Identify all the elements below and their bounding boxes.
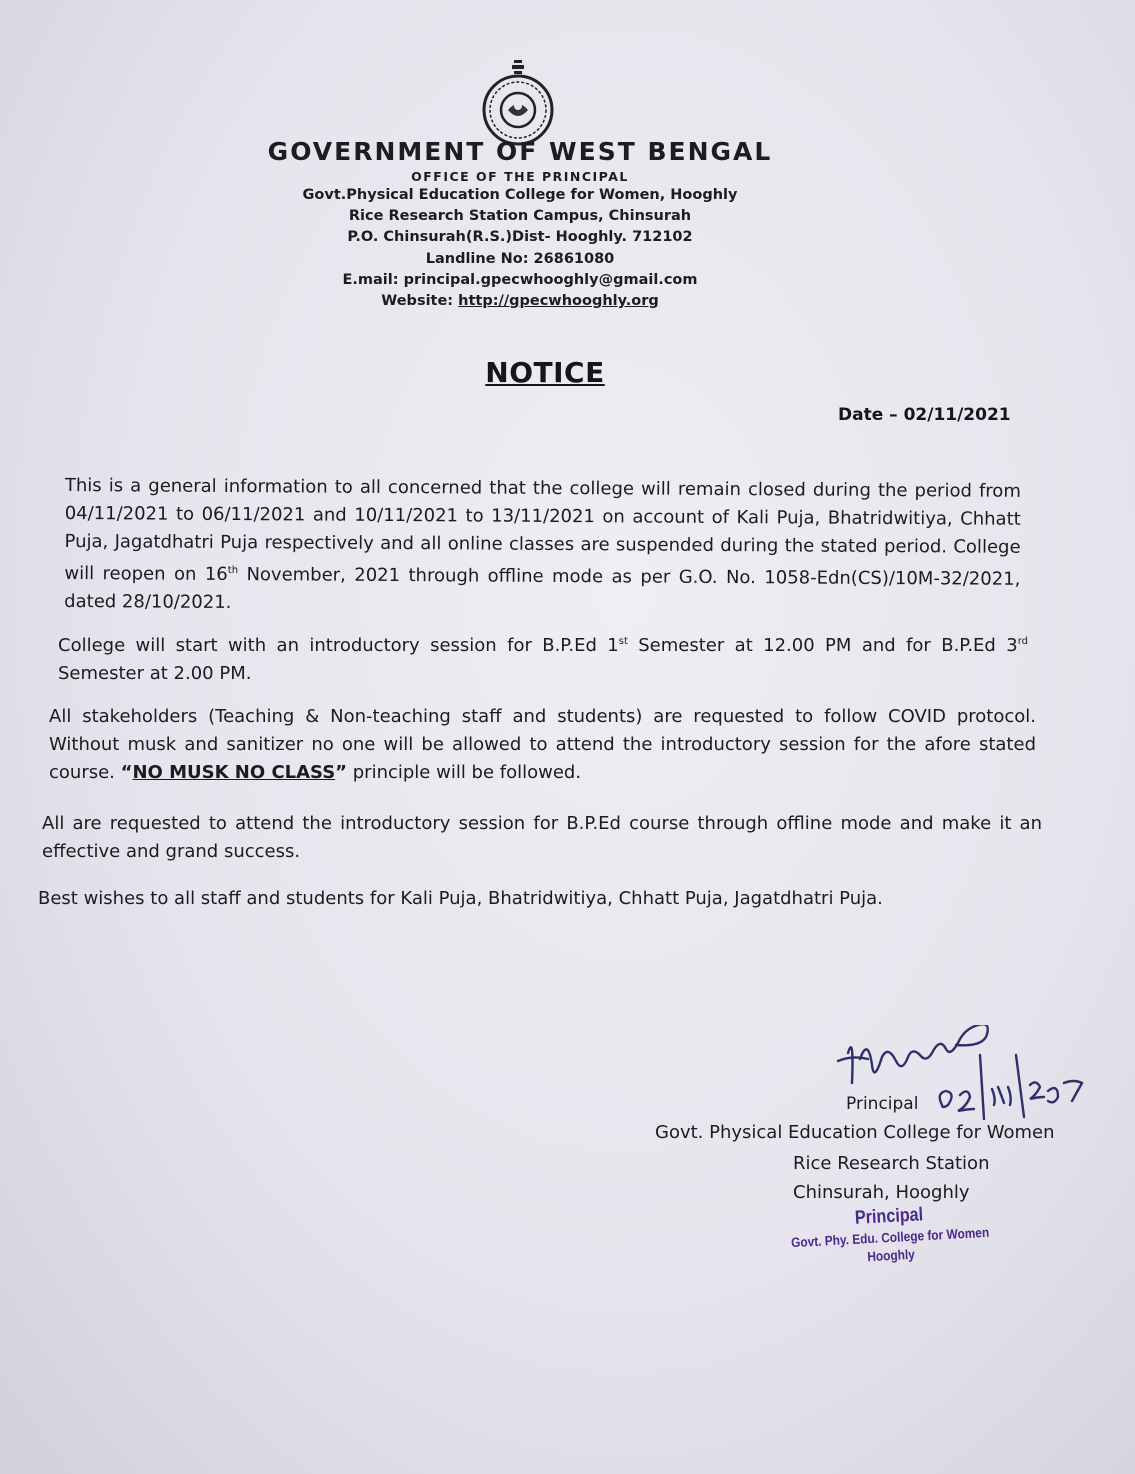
paragraph-request: All are requested to attend the introductory session for B.P.Ed course through offline mode and make it an effective and grand success. xyxy=(42,813,1042,862)
quote-open: “ xyxy=(120,762,133,783)
government-title: GOVERNMENT OF WEST BENGAL xyxy=(267,137,773,166)
office-title: OFFICE OF THE PRINCIPAL xyxy=(411,169,629,184)
notice-title: NOTICE xyxy=(485,356,605,389)
signature-location: Chinsurah, Hooghly xyxy=(793,1182,970,1203)
closure-text-a: This is a general information to all concerned that the college will remain closed during the period from 04/11/2021 to 06/11/2021 and 10/11/2021 to 13/11/2021 on account of Kali Puja, Bhatridwitiya, Chhatt Puja, Jagatdhatri Puja respectively and all online classes are suspended during the stated period. College will reopen on 16 xyxy=(64,474,1021,585)
signature-college: Govt. Physical Education College for Women xyxy=(655,1122,1055,1143)
paragraph-closure xyxy=(64,472,1021,622)
website-label: Website: xyxy=(381,293,459,310)
paragraph-covid xyxy=(49,703,1036,787)
no-musk-no-class: NO MUSK NO CLASS xyxy=(132,762,336,783)
landline-number: Landline No: 26861080 xyxy=(425,250,615,267)
website-line xyxy=(0,291,1040,312)
email-address: principal.gpecwhooghly@gmail.com xyxy=(403,271,698,288)
closure-text-b: November, 2021 through offline mode as per G.O. No. 1058-Edn(CS)/10M-32/2021, dated 28/10/2021. xyxy=(64,564,1021,614)
stamp-place: Hooghly xyxy=(866,1246,916,1265)
letterhead xyxy=(0,138,1040,312)
principal-label: Principal xyxy=(846,1094,919,1114)
session-sup-2: rd xyxy=(1017,636,1028,647)
quote-close: ” xyxy=(335,762,348,783)
session-text-a: College will start with an introductory session for B.P.Ed 1 xyxy=(58,635,619,656)
session-text-b: Semester at 12.00 PM and for B.P.Ed 3 xyxy=(627,635,1018,656)
college-name: Govt.Physical Education College for Women, Hooghly xyxy=(302,187,738,203)
notice-date: Date – 02/11/2021 xyxy=(838,405,1011,425)
government-emblem-icon xyxy=(478,58,558,148)
covid-text-b: principle will be followed. xyxy=(347,762,582,783)
paragraph-wishes: Best wishes to all staff and students for Kali Puja, Bhatridwitiya, Chhatt Puja, Jagatdhatri Puja. xyxy=(38,888,883,909)
session-text-c: Semester at 2.00 PM. xyxy=(58,663,252,684)
signature-station: Rice Research Station xyxy=(793,1153,990,1174)
stamp-college: Govt. Phy. Edu. College for Women xyxy=(790,1224,990,1251)
email-label: E.mail: xyxy=(342,271,404,288)
email-line xyxy=(0,270,1040,291)
post-office-address: P.O. Chinsurah(R.S.)Dist- Hooghly. 712102 xyxy=(347,229,693,246)
campus-address: Rice Research Station Campus, Chinsurah xyxy=(348,208,692,225)
session-sup-1: st xyxy=(618,636,628,647)
website-link[interactable]: http://gpecwhooghly.org xyxy=(458,293,659,310)
stamp-title: Principal xyxy=(854,1204,924,1229)
covid-text-a: All stakeholders (Teaching & Non-teaching staff and students) are requested to follow COVID protocol. Without musk and sanitizer no one will be allowed to attend the introductory session for the afore stated course. xyxy=(49,706,1036,783)
paragraph-session xyxy=(58,628,1028,688)
principal-stamp xyxy=(759,1198,1022,1272)
closure-sup: th xyxy=(227,564,239,577)
